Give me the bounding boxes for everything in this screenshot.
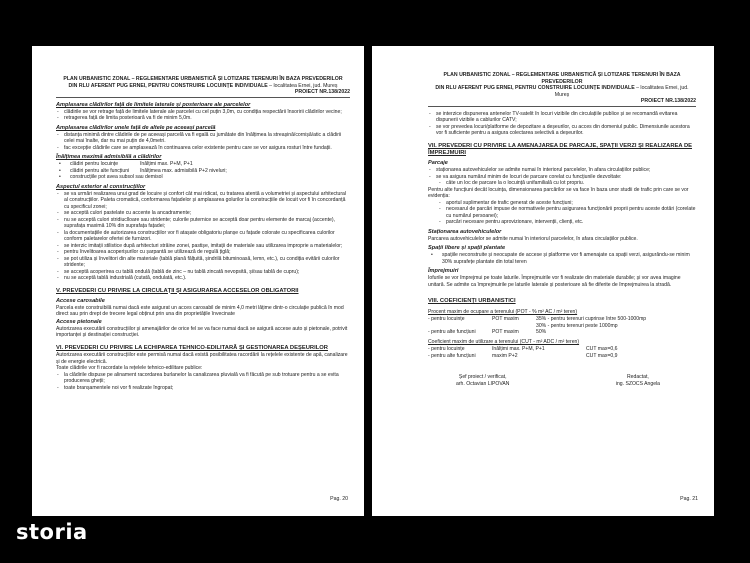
section-heading: VI. PREVEDERI CU PRIVIRE LA ECHIPAREA TEHNICO-EDILITARĂ ȘI GESTIONAREA DEȘEURILOR	[56, 344, 328, 351]
bullet-list	[56, 372, 350, 392]
bullet-list	[428, 167, 696, 180]
list-item: - nu se acceptă tablă industrială (cutată, ondulată, etc.).	[56, 275, 350, 282]
paragraph: Parcela este construibilă numai dacă este asigurat un acces carosabil de minim 4,0 metri lățime dintr-o circulație publică în mod direct sau prin drept de trecere legal obținut prin una din proprietățile învecinate	[56, 304, 344, 318]
list-item: - clădirile se vor retrage față de limitele laterale ale parcelei cu cel puțin 3,0m, cu condiția respectării însoririi clădirilor vecine;	[56, 109, 350, 116]
list-item: - distanța minimă dintre clădirile de pe aceeași parcelă va fi egală cu jumătate din înălțimea la streașină/cornișă/atic a clădirii celei mai înalte, dar nu mai puțin de 4,0metri.	[56, 132, 350, 145]
list-item: - parcări necesare pentru aprovizionare, intervenții, clienți, etc.	[428, 219, 696, 226]
bullet-list	[428, 252, 696, 265]
document-page-right	[372, 46, 714, 516]
paragraph: Pentru alte funcțiuni decât locuința, dimensionarea parcărilor se va face în baza unor studii de trafic prin care se vor evidenția:	[428, 186, 689, 200]
list-item: - toate branșamentele noi vor fi realizate îngropat;	[56, 385, 350, 392]
header-divider	[428, 106, 696, 107]
list-item: - staționarea autovehiculelor se admite numai în interiorul parcelelor, în afara circulațiilor publice;	[428, 167, 696, 174]
list-item: - aportul suplimentar de trafic generat de aceste funcțiuni;	[428, 200, 696, 207]
bullet-list	[56, 191, 350, 282]
bullet-list	[428, 200, 696, 226]
list-item: - se interzic imitații stilistice după arhitecturi străine zonei, pastișe, imitații de materiale sau utilizarea improprie a materialelor;	[56, 243, 350, 250]
list-item: - la clădirile dispuse pe alinament racordarea burlanelor la canalizarea pluvială va fi făcută pe sub trotuare pentru a se evita producerea gheții;	[56, 372, 350, 385]
header-location: – localitatea Ernei, jud. Mureș	[554, 85, 689, 98]
header-divider	[56, 97, 350, 98]
page-number: Pag. 21	[680, 496, 698, 502]
signature-block	[428, 374, 696, 388]
list-item: • spațiile neconstruite și neocupate de accese și platforme vor fi amenajate ca spații verzi, asigurându-se minim 30% suprafețe plantate din total teren	[428, 252, 696, 265]
list-item: - se acceptă acoperirea cu tablă ondulă (tablă de zinc – nu tablă zincată nevopsită, și/sau tablă de cupru);	[56, 269, 350, 276]
table-row: - pentru locuințe POT maxim 35% - pentru terenuri cuprinse între 500-1000mp	[428, 316, 647, 323]
subheading: Înălțimea maximă admisibilă a clădirilor	[56, 154, 162, 161]
project-number: PROIECT NR.138/2022	[640, 98, 696, 105]
list-item: • clădiri pentru locuințe înălțimi max. P+M, P+1	[56, 161, 350, 168]
subheading: Împrejmuiri	[428, 268, 459, 275]
document-page-left	[32, 46, 364, 516]
list-item: - retragerea față de limita posterioară va fi de minim 5,0m.	[56, 115, 350, 122]
header-line1: PLAN URBANISTIC ZONAL – REGLEMENTARE URBANISTICĂ ȘI LOTIZARE TERENURI ÎN BAZA PREVEDERILOR	[63, 76, 343, 82]
list-item: - fac excepție clădirile care se amplasează în continuarea celor existente pentru care se vor asigura rosturi între fundații.	[56, 145, 350, 152]
paragraph: Autorizarea executării construcțiilor și amenajărilor de orice fel se va face numai dacă se asigură accese auto și pietonale, potrivit importanței și destinației construcției.	[56, 325, 348, 339]
bullet-list	[428, 111, 696, 137]
subheading: Spații libere și spații plantate	[428, 245, 506, 252]
storia-logo: storia	[16, 520, 88, 544]
table-row: - pentru alte funcțiuni POT maxim 50%	[428, 329, 547, 336]
list-item: - se vor prevedea locuri/platforme de depozitare a deșeurilor, cu acces din domeniul public. Dimensiunile acestora vor fi suficiente pentru a asigura colectarea selectivă a deșeurilor.	[428, 124, 696, 137]
bullet-list	[428, 180, 696, 187]
pot-table	[428, 316, 652, 336]
bullet-list	[56, 109, 350, 122]
paragraph: Parcarea autovehiculelor se admite numai în interiorul parcelelor, în afara circulațiilor publice.	[428, 235, 638, 242]
cut-table	[428, 346, 623, 359]
subheading: Accese carosabile	[56, 297, 105, 304]
signature-left: Șef proiect / verificat, arh. Octavian LIPOVAN	[456, 373, 510, 387]
section-heading: VII. PREVEDERI CU PRIVIRE LA AMENAJAREA DE PARCAJE, SPAȚII VERZI ȘI REALIZAREA DE ÎMPREJMUIRI	[428, 142, 693, 157]
cut-title: Coeficient maxim de utilizare a terenului (CUT - m² ADC / m² teren)	[428, 338, 580, 345]
header-location: – localitatea Ernei, jud. Mureș	[269, 82, 338, 89]
subheading: Amplasarea clădirilor față de limitele laterale și posterioare ale parcelelor	[56, 101, 251, 108]
list-item: • clădiri pentru alte funcțiuni înălțimea max. admisibilă P+2 niveluri;	[56, 168, 350, 175]
list-item: - se va urmări realizarea unui grad de locuire și confort cât mai ridicat, cu tratarea atentă a volumetriei și aspectului arhitectural al construcțiilor. Paleta cromatică, conformarea fațadelor și amplasarea golurilor la construcțiile de locuit vor fi în concordanță cu specificul zonei;	[56, 191, 350, 211]
section-heading: V. PREVEDERI CU PRIVIRE LA CIRCULAȚII ȘI ASIGURAREA ACCESELOR OBLIGATORII	[56, 287, 299, 294]
header-line2: DIN RLU AFERENT PUG ERNEI, PENTRU CONSTRUIRE LOCUINȚE INDIVIDUALE – localitatea Ernei, jud. Mureș	[68, 82, 338, 89]
subheading: Parcaje	[428, 160, 448, 167]
table-row: - pentru locuințe înălțimi max. P+M, P+1 CUT max=0,6	[428, 346, 618, 353]
list-item: - se pot utiliza și învelitori din alte materiale (tablă plană fălțuită, șindrilă bituminoasă, lemn, etc.), cu condiția evitării culorilor stridente;	[56, 256, 350, 269]
project-number: PROIECT NR.138/2022	[294, 89, 350, 96]
page-number: Pag. 20	[330, 496, 348, 502]
subheading: Accese pietonale	[56, 318, 102, 325]
subheading: Aspectul exterior al construcțiilor	[56, 183, 146, 190]
section-heading: VIII. COEFICIENȚI URBANISTICI	[428, 298, 516, 305]
table-row: 30% - pentru terenuri peste 1000mp	[536, 322, 618, 329]
paragraph: Iofurile se vor împrejmui pe toate laturile. Împrejmuirile vor fi realizate din materiale durabile; și vor avea imagine unitară. Se admite ca împrejmuirile pe laturile laterale și posterioare să fie diferite de împrejmuirea la stradă.	[428, 275, 681, 288]
paragraph: Autorizarea executării construcțiilor este permisă numai dacă există posibilitatea racordării la rețelele existente de apă, canalizare și de energie electrică.	[56, 352, 348, 365]
signature-right: Redactat, ing. SZOCS Angela	[615, 373, 660, 387]
list-item: • construcțiile pot avea subsol sau demisol	[56, 174, 350, 181]
list-item: - câte un loc de parcare la o locuință unifamilială cu lot propriu.	[428, 180, 696, 187]
list-item: - se acceptă culori pastelate cu accente la ancadramente;	[56, 210, 350, 217]
list-item: - pentru învelitoarea acoperișurilor cu șarpantă se utilizează de regulă țiglă;	[56, 249, 350, 256]
header-line1: PLAN URBANISTIC ZONAL – REGLEMENTARE URBANISTICĂ ȘI LOTIZARE TERENURI ÎN BAZA PREVEDERILOR	[443, 72, 681, 85]
list-item: - se va asigura numărul minim de locuri de parcare corelat cu funcțiunile dezvoltate:	[428, 174, 696, 181]
height-list	[56, 161, 350, 181]
pot-title: Procent maxim de ocupare a terenului (POT - % m² AC / m² teren)	[428, 308, 578, 315]
subheading: Staționarea autovehiculelor	[428, 228, 502, 235]
paragraph: Toate clădirile vor fi racordate la rețelele tehnico-edilitare publice:	[56, 365, 203, 372]
bullet-list	[56, 132, 350, 152]
list-item: - necesarul de parcări impuse de normativele pentru asigurarea funcționării proprii pentru aceste dotări (corelate cu numărul persoanei);	[428, 206, 696, 219]
list-item: - nu se acceptă culori stridiuclloare sau stridente; culorile puternice se acceptă doar pentru elemente de marcaj (accente), suprafața maximă 10% din suprafața fațadei;	[56, 217, 350, 230]
table-row: - pentru alte funcțiuni maxim P+2 CUT max=0,9	[428, 352, 618, 359]
subheading: Amplasarea clădirilor unele față de altele pe aceeași parcelă	[56, 124, 216, 131]
list-item: - se interzice dispunerea antenelor TV-satelit în locuri vizibile din circulațiile publice și se recomandă evitarea dispunerii vizibile a cablurilor CATV;	[428, 111, 696, 124]
header-line2: DIN RLU AFERENT PUG ERNEI, PENTRU CONSTRUIRE LOCUINȚE INDIVIDUALE – localitatea Ernei, jud. Mureș	[435, 85, 689, 98]
list-item: - la documentațiile de autorizarea construcțiilor vor fi atașate obligatoriu planșe cu fațade colorate cu specificarea culorilor conform paletarelor ofertei de furnizori.	[56, 230, 350, 243]
